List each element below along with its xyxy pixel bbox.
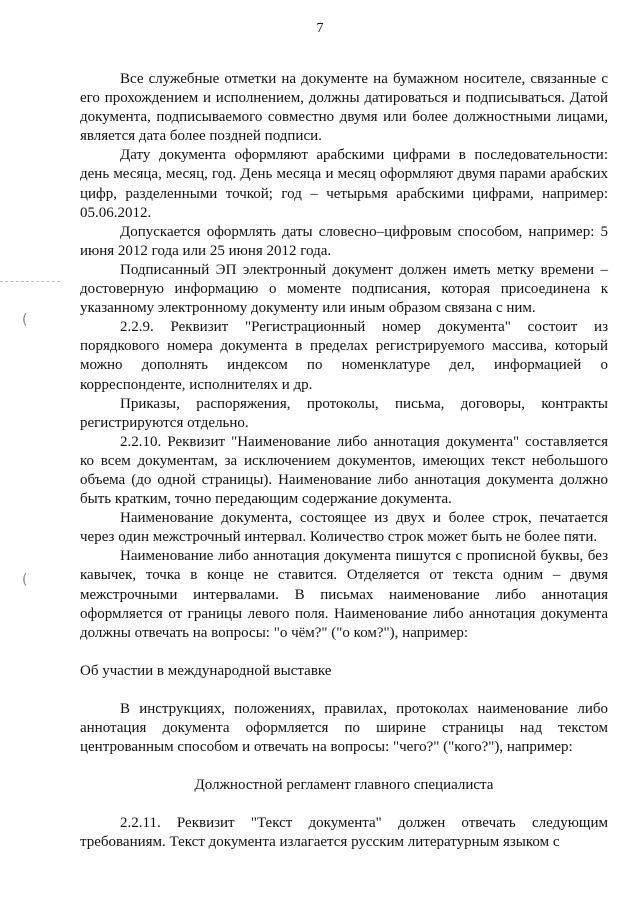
page-number: 7 [316,21,324,36]
paragraph-requisite-2-2-11: 2.2.11. Реквизит "Текст документа" должен отвечать следующим требованиям. Текст документа излагается русским литературным языком с [80,815,608,851]
paragraph: Допускается оформлять даты словесно–цифровым способом, например: 5 июня 2012 года или 25 июня 2012 года. [80,223,608,259]
paragraph: Дату документа оформляют арабскими цифрами в последовательности: день месяца, месяц, год. День месяца и месяц оформляют двумя парами арабских цифр, разделенными точкой; год – четырьмя арабскими цифрами, например: 05.06.2012. [80,147,608,221]
document-body [80,70,608,852]
paragraph: Наименование либо аннотация документа пишутся с прописной буквы, без кавычек, точка в конце не ставится. Отделяется от текста одним – двумя межстрочными интервалами. В письмах наименование либо аннотация оформляется от границы левого поля. Наименование либо аннотация документа должны отвечать на вопросы: "о чём?" ("о ком?"), например: [80,548,608,641]
paragraph-requisite-2-2-10: 2.2.10. Реквизит "Наименование либо аннотация документа" составляется ко всем документам, за исключением документов, имеющих текст небольшого объема (до одной страницы). Наименование либо аннотация документа должно быть кратким, точно передающим содержание документа. [80,433,608,508]
example-title-centered: Должностной регламент главного специалиста [194,777,494,794]
paragraph: Приказы, распоряжения, протоколы, письма, договоры, контракты регистрируются отдельно. [80,395,608,431]
paragraph-requisite-2-2-9: 2.2.9. Реквизит "Регистрационный номер документа" состоит из порядкового номера документа в пределах регистрируемого массива, который можно дополнять индексом по номенклатуре дел, информацией о корреспонденте, исполнителях и др. [80,319,608,393]
example-title-left: Об участии в международной выставке [80,662,332,679]
paragraph: В инструкциях, положениях, правилах, протоколах наименование либо аннотация документа оформляется по ширине страницы над текстом центрованным способом и отвечать на вопросы: "чего?" ("кого?"), например: [80,700,608,756]
paragraph: Все служебные отметки на документе на бумажном носителе, связанные с его прохождением и исполнением, должны датироваться и подписываться. Датой документа, подписываемого совместно двумя или более должностными лицами, является дата более поздней подписи. [80,71,608,145]
paragraph: Наименование документа, состоящее из двух и более строк, печатается через один межстрочный интервал. Количество строк может быть не более пяти. [80,510,608,546]
paragraph: Подписанный ЭП электронный документ должен иметь метку времени – достоверную информацию о моменте подписания, которая присоединена к указанному электронному документу или иным образом связана с ним. [80,261,608,317]
margin-hole-mark: ( [22,572,28,588]
margin-hole-mark: ( [22,312,28,328]
margin-scan-line [0,281,60,282]
